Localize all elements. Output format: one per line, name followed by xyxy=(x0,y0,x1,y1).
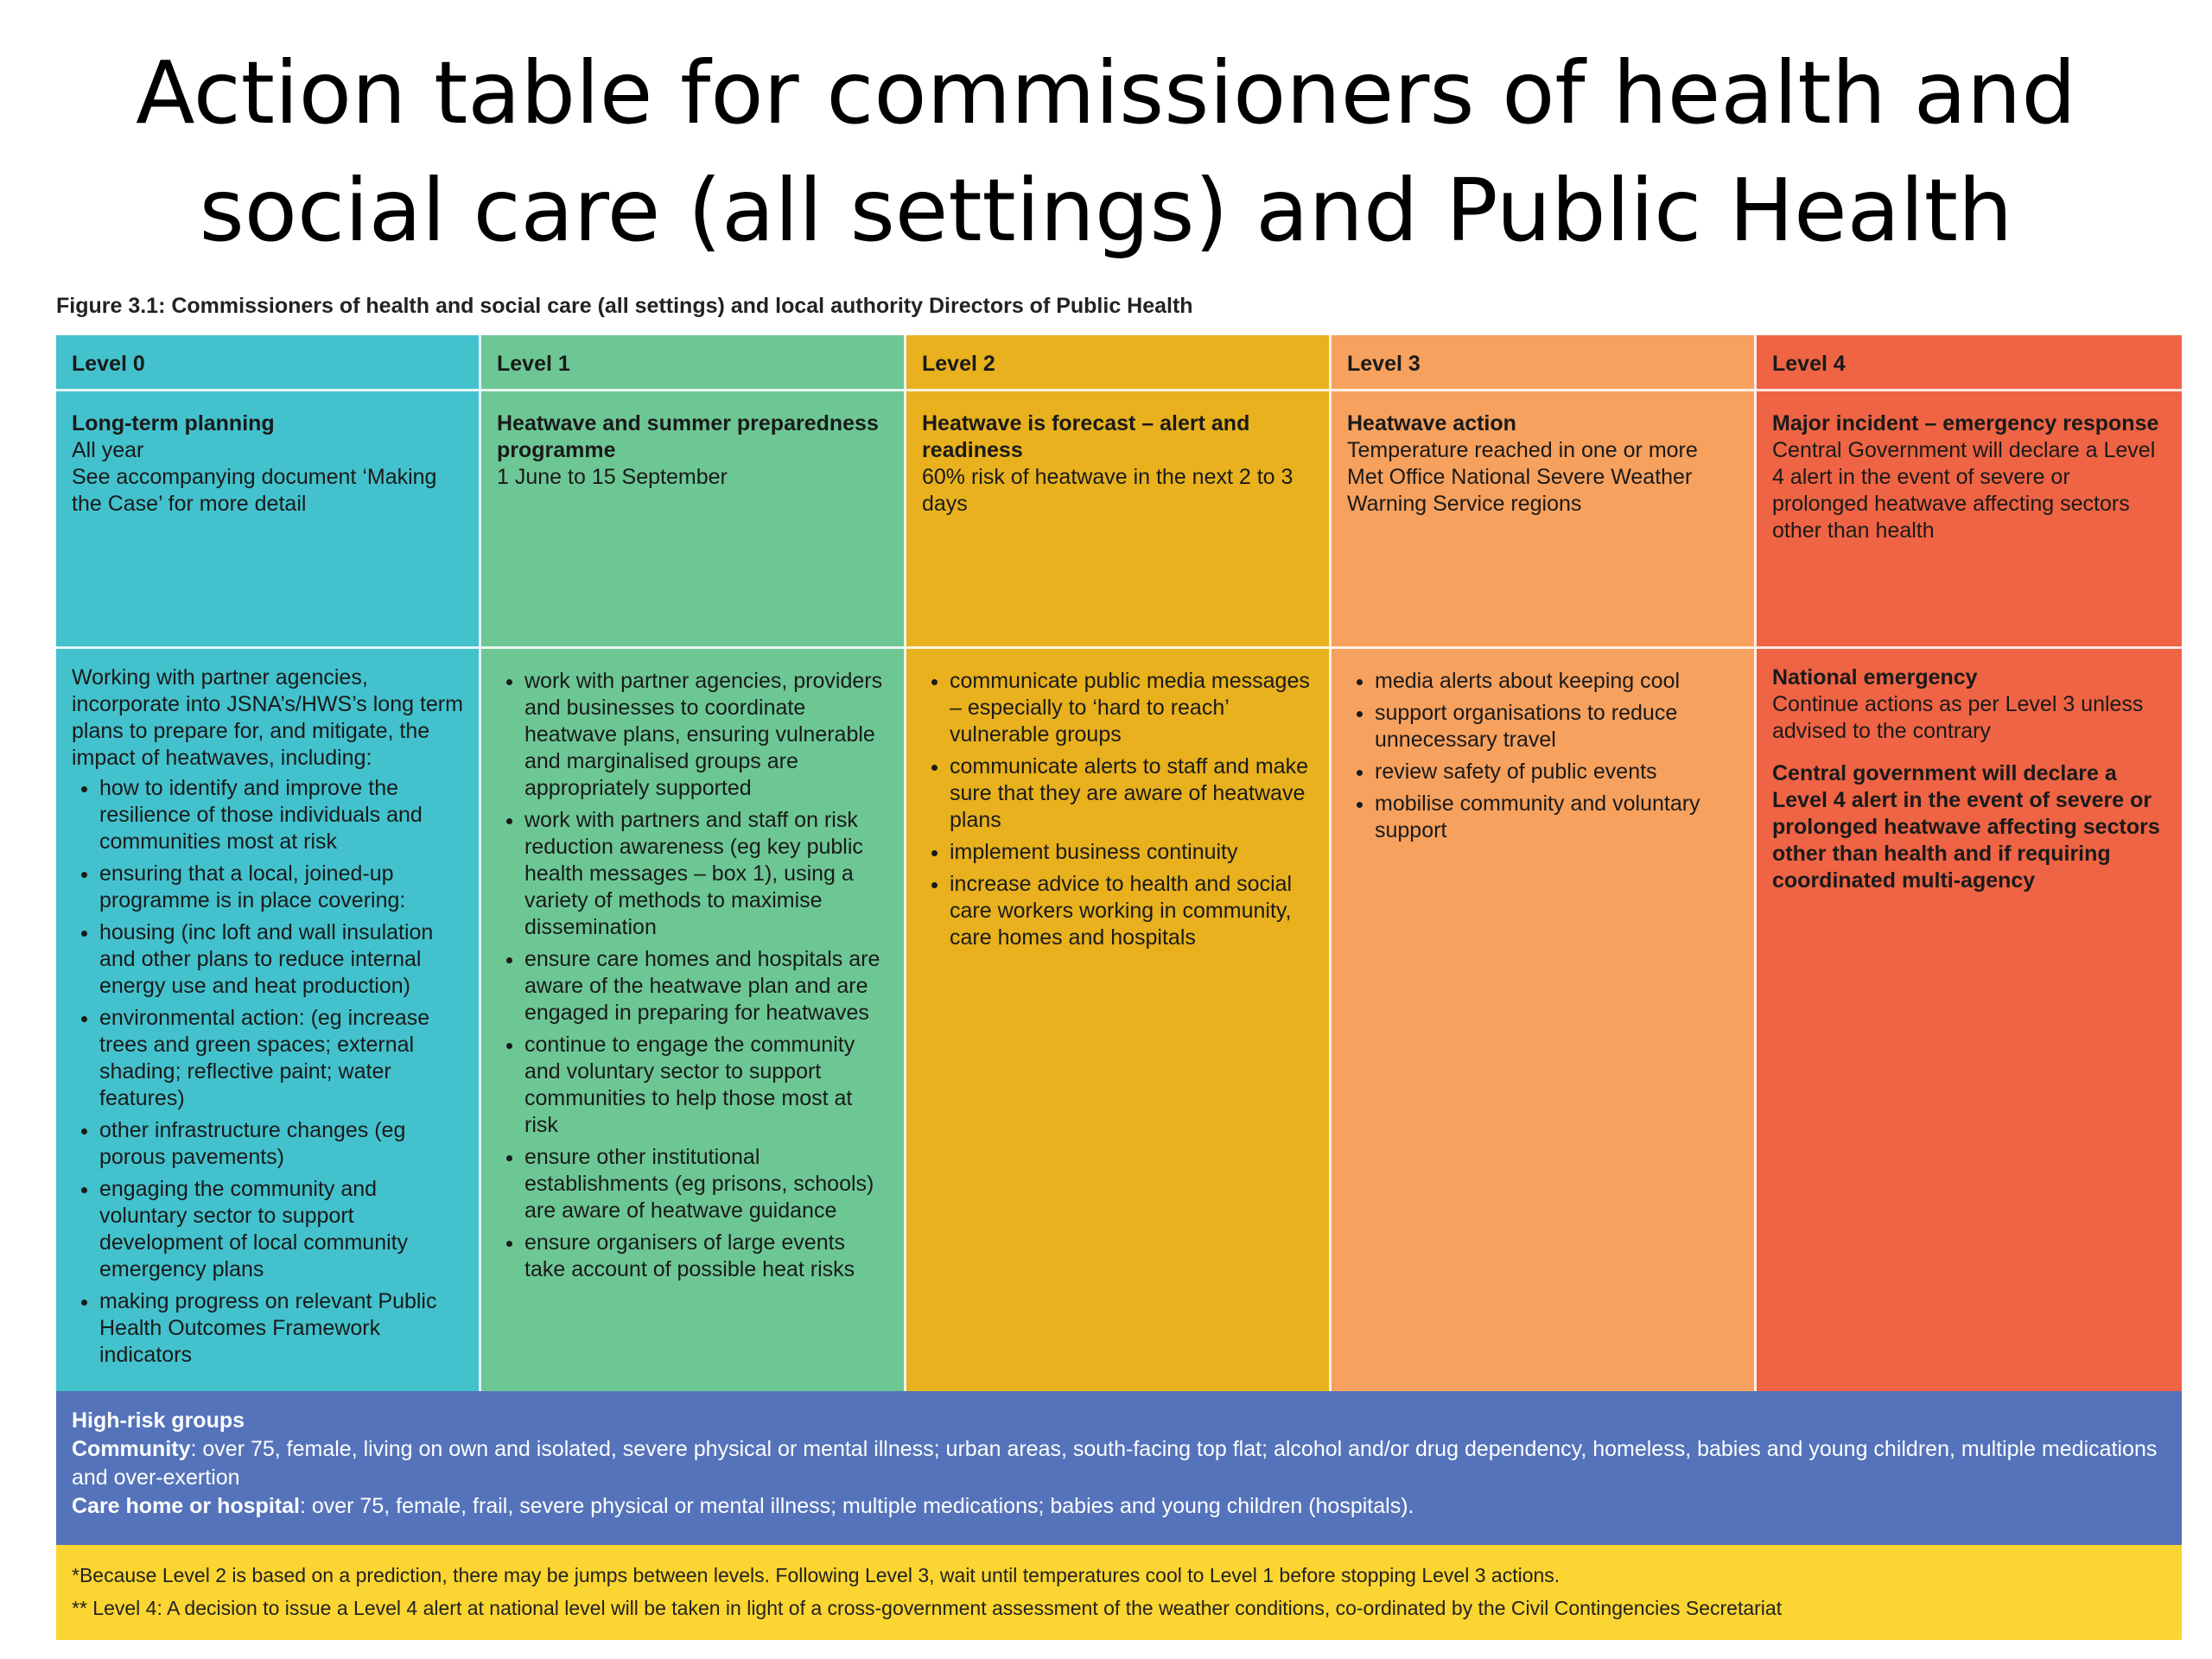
level-1-label: Level 1 xyxy=(481,335,906,389)
level-0-intro xyxy=(56,389,481,646)
title-line-2: social care (all settings) and Public Health xyxy=(199,160,2013,261)
list-item: • continue to engage the community and voluntary sector to support communities to help those most at risk xyxy=(524,1032,888,1139)
level-0-intro-text: All year xyxy=(72,438,144,462)
high-risk-community xyxy=(72,1435,2166,1492)
list-item: • work with partner agencies, providers and businesses to coordinate heatwave plans, ensuring vulnerable and marginalised groups are appropriately supported xyxy=(524,668,888,802)
level-3-actions xyxy=(1332,646,1757,1391)
level-0-action-list xyxy=(72,775,463,1369)
list-item: • work with partners and staff on risk reduction awareness (eg key public health messages – box 1), using a variety of methods to maximise dissemination xyxy=(524,807,888,941)
level-4-action-bold: Central government will declare a Level 4 alert in the event of severe or prolonged heatwave affecting sectors other than health and if requiring coordinated multi-agency xyxy=(1772,761,2160,893)
care-label: Care home or hospital xyxy=(72,1494,300,1518)
list-item: • media alerts about keeping cool xyxy=(1375,668,1738,695)
high-risk-heading: High-risk groups xyxy=(72,1408,245,1433)
level-0-action-intro: Working with partner agencies, incorporate into JSNA’s/HWS’s long term plans to prepare for, and mitigate, the impact of heatwaves, including: xyxy=(72,665,463,770)
community-label: Community xyxy=(72,1437,191,1461)
list-item: • review safety of public events xyxy=(1375,759,1738,785)
level-2-intro-text: 60% risk of heatwave in the next 2 to 3 days xyxy=(922,465,1294,516)
level-4-actions xyxy=(1757,646,2182,1391)
figure-caption: Figure 3.1: Commissioners of health and social care (all settings) and local authority Directors of Public Health xyxy=(56,294,1193,318)
level-header-row xyxy=(56,335,2182,389)
level-1-actions xyxy=(481,646,906,1391)
level-4-action-text: Continue actions as per Level 3 unless advised to the contrary xyxy=(1772,692,2144,743)
list-item: • ensuring that a local, joined-up programme is in place covering: xyxy=(99,861,463,914)
level-1-action-list xyxy=(497,668,888,1283)
level-1-intro xyxy=(481,389,906,646)
level-3-action-list xyxy=(1347,668,1738,844)
list-item: • communicate alerts to staff and make sure that they are aware of heatwave plans xyxy=(950,753,1313,834)
level-0-label: Level 0 xyxy=(56,335,481,389)
level-1-heading: Heatwave and summer preparedness programme xyxy=(497,411,879,462)
list-item: • mobilise community and voluntary support xyxy=(1375,791,1738,844)
footnote: ** Level 4: A decision to issue a Level 4 alert at national level will be taken in light of a cross-government assessment of the weather conditions, co-ordinated by the Civil Contingencies Secretariat xyxy=(72,1597,1783,1619)
high-risk-groups-panel xyxy=(56,1391,2182,1545)
level-4-intro-text: Central Government will declare a Level 4 alert in the event of severe or prolonged heatwave affecting sectors other than health xyxy=(1772,438,2156,543)
level-0-intro-text: See accompanying document ‘Making the Case’ for more detail xyxy=(72,465,437,516)
slide-title xyxy=(0,35,2212,270)
community-text: : over 75, female, living on own and isolated, severe physical or mental illness; urban areas, south-facing top flat; alcohol and/or drug dependency, homeless, babies and young children, multiple medications and over-exertion xyxy=(72,1437,2158,1490)
title-line-1: Action table for commissioners of health and xyxy=(136,42,2076,143)
level-2-intro xyxy=(906,389,1332,646)
level-3-heading: Heatwave action xyxy=(1347,411,1516,435)
list-item: • how to identify and improve the resilience of those individuals and communities most at risk xyxy=(99,775,463,855)
level-4-heading: Major incident – emergency response xyxy=(1772,411,2159,435)
list-item: • environmental action: (eg increase trees and green spaces; external shading; reflective paint; water features) xyxy=(99,1005,463,1112)
level-3-intro-text: Temperature reached in one or more Met Office National Severe Weather Warning Service regions xyxy=(1347,438,1698,516)
level-0-heading: Long-term planning xyxy=(72,411,275,435)
action-table xyxy=(56,335,2182,1640)
level-actions-row xyxy=(56,646,2182,1391)
level-2-label: Level 2 xyxy=(906,335,1332,389)
level-1-intro-text: 1 June to 15 September xyxy=(497,465,728,489)
level-3-label: Level 3 xyxy=(1332,335,1757,389)
care-text: : over 75, female, frail, severe physical or mental illness; multiple medications; babies and young children (hospitals). xyxy=(299,1494,1414,1518)
list-item: • housing (inc loft and wall insulation and other plans to reduce internal energy use and heat production) xyxy=(99,919,463,1000)
level-intro-row xyxy=(56,389,2182,646)
list-item: • implement business continuity xyxy=(950,839,1313,866)
list-item: • other infrastructure changes (eg porous pavements) xyxy=(99,1117,463,1171)
list-item: • ensure organisers of large events take account of possible heat risks xyxy=(524,1230,888,1283)
level-2-action-list xyxy=(922,668,1313,951)
list-item: • communicate public media messages – especially to ‘hard to reach’ vulnerable groups xyxy=(950,668,1313,748)
level-2-heading: Heatwave is forecast – alert and readiness xyxy=(922,411,1250,462)
level-2-actions xyxy=(906,646,1332,1391)
footnotes-panel xyxy=(56,1545,2182,1640)
list-item: • making progress on relevant Public Health Outcomes Framework indicators xyxy=(99,1288,463,1369)
level-4-intro xyxy=(1757,389,2182,646)
level-3-intro xyxy=(1332,389,1757,646)
list-item: • engaging the community and voluntary sector to support development of local community emergency plans xyxy=(99,1176,463,1283)
list-item: • ensure care homes and hospitals are aware of the heatwave plan and are engaged in preparing for heatwaves xyxy=(524,946,888,1027)
footnote: *Because Level 2 is based on a prediction, there may be jumps between levels. Following Level 3, wait until temperatures cool to Level 1 before stopping Level 3 actions. xyxy=(72,1564,1560,1586)
list-item: • ensure other institutional establishments (eg prisons, schools) are aware of heatwave guidance xyxy=(524,1144,888,1224)
high-risk-care xyxy=(72,1492,2166,1521)
level-0-actions xyxy=(56,646,481,1391)
level-4-action-heading: National emergency xyxy=(1772,665,1978,690)
list-item: • increase advice to health and social care workers working in community, care homes and hospitals xyxy=(950,871,1313,951)
list-item: • support organisations to reduce unnecessary travel xyxy=(1375,700,1738,753)
level-4-label: Level 4 xyxy=(1757,335,2182,389)
